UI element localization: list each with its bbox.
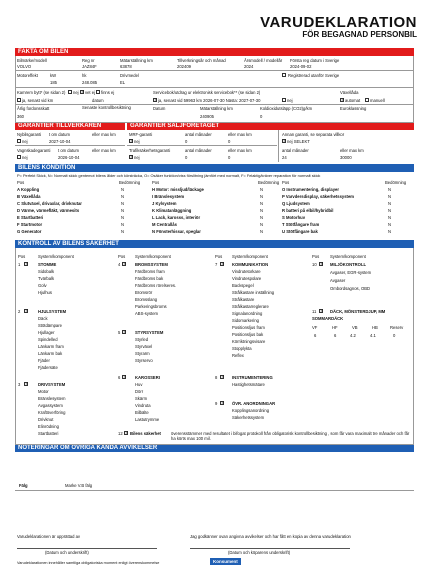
label-reg-nr: Reg nr — [82, 58, 95, 63]
safety-item: Färdbroms fram — [135, 269, 165, 274]
condition-col-bed: Bedömning — [119, 180, 141, 185]
safety-pos: 5 — [118, 330, 121, 335]
safety-item: Vindrutetorkare — [232, 269, 261, 274]
condition-grade: N — [388, 201, 392, 206]
safety-col-sys: System/komponent — [330, 254, 366, 259]
condition-item: B Växellåda — [17, 194, 41, 199]
label-imported: Registrerad utanför Sverige — [288, 73, 340, 78]
safety-item: Färdbroms rörelseres. — [135, 283, 177, 288]
safety-group-checkbox[interactable] — [24, 262, 28, 266]
label-odometer: Mätarställning km — [120, 58, 153, 63]
condition-grade: N — [388, 194, 392, 199]
footer-prepared-by: Varudeklarationen är upprättad av — [17, 534, 81, 539]
safety-item: Golv — [38, 283, 47, 288]
safety-item: Huv — [135, 382, 143, 387]
safety-item: Motor — [38, 389, 49, 394]
condition-grade: N — [260, 222, 264, 227]
service-book-no-label: nej — [287, 98, 293, 103]
condition-grade: N — [121, 187, 125, 192]
label-body-until: t om datum — [58, 148, 79, 153]
safety-item: Styrväxel — [135, 344, 153, 349]
safety-item: Styrarm — [135, 351, 150, 356]
label-manufacture: Tillverkningsår och månad — [177, 58, 226, 63]
condition-item: D Värme, värmefläkt, värmesits — [17, 208, 80, 213]
safety-pos: 8 — [215, 375, 218, 380]
timing-belt-yes-label: ja, senast vid km — [22, 98, 54, 103]
safety-group-title: STYRSYSTEM — [135, 330, 164, 335]
timing-belt-unknown-checkbox[interactable] — [80, 90, 84, 94]
service-book-no-checkbox[interactable] — [282, 98, 286, 102]
safety-item: Startbatteri — [38, 431, 59, 436]
timing-belt-no-label: nej — [73, 90, 79, 95]
note-pos: 12 — [118, 431, 123, 436]
safety-group-checkbox[interactable] — [24, 382, 28, 386]
tire-col: HF — [332, 325, 338, 330]
safety-pos: 6 — [118, 375, 121, 380]
safety-item: Lastutrymme — [135, 417, 160, 422]
document-subtitle: FÖR BEGAGNAD PERSONBIL — [302, 30, 417, 39]
timing-belt-no-checkbox[interactable] — [68, 90, 72, 94]
tire-value: 6 — [334, 333, 337, 338]
label-mrf-km: eller max km — [228, 132, 252, 137]
safety-item: Positionsljus bak — [232, 332, 264, 337]
label-traffic-months: antal månader — [185, 148, 212, 153]
safety-item: Bromsslang — [135, 297, 158, 302]
label-inspection-km: Mätarställning km — [200, 106, 233, 111]
safety-pos: 10 — [312, 262, 317, 267]
condition-grade: N — [260, 194, 264, 199]
condition-item: L Lack, karosss, interiör — [152, 215, 201, 220]
safety-item: Drivknut — [38, 417, 54, 422]
condition-grade: N — [260, 215, 264, 220]
value-kw: 185 — [50, 80, 57, 85]
timing-belt-yes-checkbox[interactable] — [17, 98, 21, 102]
safety-pos: 7 — [215, 262, 218, 267]
footer-buyer-signature: (Datum och köparens underskrift) — [228, 550, 291, 555]
value-other-km: 30000 — [340, 155, 352, 160]
condition-grade: N — [121, 215, 125, 220]
value-body-date: 2026-10-04 — [58, 155, 80, 160]
label-new-car-maxkm: eller max km — [92, 132, 116, 137]
safety-group-checkbox[interactable] — [122, 375, 126, 379]
safety-item: Hastighetsmätare — [232, 382, 265, 387]
tire-value: 4.1 — [370, 333, 376, 338]
gearbox-auto-label: automat — [345, 98, 361, 103]
condition-item: J Kylsystem — [152, 201, 177, 206]
safety-col-pos: Pos — [215, 254, 223, 259]
safety-item: Tvärbalk — [38, 276, 55, 281]
timing-belt-unknown-label: vet ej — [85, 90, 96, 95]
label-new-car-warranty: Nybilsgaranti — [17, 132, 42, 137]
value-mrf-months: 0 — [185, 139, 188, 144]
safety-item: Däck — [38, 316, 48, 321]
note-checkbox[interactable] — [124, 431, 128, 435]
value-traffic-months: 0 — [185, 155, 188, 160]
condition-item: P Varvdersdisplay, säkerhetssystem — [282, 194, 355, 199]
service-book-yes-checkbox[interactable] — [153, 98, 157, 102]
safety-item: Länkarm bak — [38, 351, 63, 356]
safety-item: Ombordsagnos, OBD — [330, 286, 371, 291]
value-model-year: 2024 — [244, 64, 254, 69]
safety-col-pos: Pos — [18, 254, 26, 259]
tires-checkbox[interactable] — [319, 309, 323, 313]
traffic-no-label: nej — [134, 155, 140, 160]
imported-checkbox[interactable] — [282, 73, 286, 77]
label-gearbox: Växellåda — [340, 90, 359, 95]
condition-grade: N — [260, 208, 264, 213]
safety-item: Skärm — [135, 396, 148, 401]
condition-item: T Stötfångare fram — [282, 222, 320, 227]
value-mrf-km: 0 — [228, 139, 231, 144]
value-manufacture: 202409 — [177, 64, 191, 69]
safety-item: Backspegel — [232, 283, 254, 288]
condition-grade: N — [121, 201, 125, 206]
value-fuel: EL — [120, 80, 126, 85]
safety-item: Bromsrör — [135, 290, 153, 295]
condition-grade: N — [388, 208, 392, 213]
safety-group-title: DRIVSYSTEM — [38, 382, 66, 387]
label-fuel: Drivmedel — [120, 73, 139, 78]
label-last-inspection: Senaste kontrollbesiktning — [82, 105, 131, 110]
label-inspection-date: Datum — [153, 106, 166, 111]
section-bar-condition: BILENS KONDITION — [15, 164, 414, 172]
safety-group-checkbox[interactable] — [122, 262, 126, 266]
condition-item: M Centrallås — [152, 222, 177, 227]
tire-value: 4.2 — [350, 333, 356, 338]
safety-item: Dörr — [135, 389, 144, 394]
condition-grade: N — [388, 229, 392, 234]
safety-col-sys: System/komponent — [135, 254, 171, 259]
condition-item: Q Ljudsystem — [282, 201, 310, 206]
footer-disclaimer: Varudeklarationen innehåller samtliga obligatoriska moment enligt överenskommelse — [17, 561, 160, 565]
gearbox-manual-label: manuell — [370, 98, 385, 103]
tire-value: 6 — [314, 333, 317, 338]
safety-col-sys: System/komponent — [232, 254, 268, 259]
timing-belt-none-label: finns ej — [101, 90, 115, 95]
safety-pos: 3 — [18, 382, 21, 387]
body-no-checkbox[interactable] — [17, 155, 21, 159]
traffic-no-checkbox[interactable] — [129, 155, 133, 159]
label-timing-belt: Kamrem bytt* (se sidan 2) — [17, 90, 66, 95]
mrf-no-label: nej — [134, 139, 140, 144]
label-first-reg: Första reg datum i Sverige — [290, 58, 340, 63]
safety-item: Färdbroms bak — [135, 276, 164, 281]
safety-group-title: INSTRUMENTERING — [232, 375, 273, 380]
label-traffic-warranty: Trafiksäkerhetsgaranti — [129, 148, 171, 153]
condition-grade: N — [388, 222, 392, 227]
safety-item: Stötdämpare — [38, 323, 62, 328]
condition-col-pos: Pos — [282, 180, 290, 185]
safety-item: Kopplingsanordning — [232, 408, 270, 413]
label-make-model: Bilmärke/modell — [17, 58, 47, 63]
timing-belt-date-label: datum — [92, 98, 104, 103]
tire-col: HB — [372, 325, 378, 330]
condition-item: H Motor: missljud/läckage — [152, 187, 204, 192]
condition-col-pos: Pos — [17, 180, 25, 185]
label-other-km: eller max km — [340, 148, 364, 153]
mrf-no-checkbox[interactable] — [129, 139, 133, 143]
safety-item: Elinrödning — [38, 424, 59, 429]
label-kw: kW — [50, 73, 57, 78]
condition-item: U Stötfångare bak — [282, 229, 318, 234]
value-make-model: VOLVO — [17, 64, 32, 69]
safety-group-title: HJULSYSTEM — [38, 309, 67, 314]
value-vehicle-tax: 360 — [17, 114, 24, 119]
tires-season: SOMMARDÄCK — [312, 316, 344, 321]
notes-falg-label: Fälg — [19, 483, 28, 488]
section-bar-notes: NOTERINGAR OM ÖVRIGA KÄNDA AVVIKELSER — [15, 444, 414, 452]
condition-grade: N — [121, 194, 125, 199]
safety-item: Strålkastare inställning — [232, 290, 275, 295]
safety-item: Styrled — [135, 337, 149, 342]
condition-grade: N — [260, 229, 264, 234]
section-bar-dealer-warranty: GARANTIER SÄLJFÖRETAGET — [127, 122, 414, 130]
safety-item: Länkarm fram — [38, 344, 64, 349]
condition-col-bed: Bedömning — [258, 180, 280, 185]
safety-item: Säkerhetssystem — [232, 415, 265, 420]
safety-group-checkbox[interactable] — [220, 375, 224, 379]
condition-grade: N — [260, 187, 264, 192]
safety-item: Strålkastare — [232, 297, 255, 302]
safety-item: Styrservo — [135, 358, 153, 363]
condition-grade: N — [388, 187, 392, 192]
footer-seller-signature: (Datum och underskrift) — [45, 550, 89, 555]
condition-item: K Klimatanläggning — [152, 208, 192, 213]
safety-item: Bilbälte — [135, 410, 149, 415]
value-other-warranty: nej SELEKT — [287, 139, 310, 144]
label-other-warranty: Annan garanti, se separata villkor — [282, 132, 345, 137]
label-hk: hk — [82, 73, 87, 78]
safety-group-checkbox[interactable] — [220, 262, 224, 266]
value-other-months: 24 — [282, 155, 287, 160]
safety-item: Positionsljus fram — [232, 325, 265, 330]
label-body-maxkm: eller max km — [92, 148, 116, 153]
safety-pos: 9 — [215, 401, 218, 406]
condition-grade: N — [260, 201, 264, 206]
condition-item: I Bränslesystem — [152, 194, 185, 199]
safety-group-title: ÖVR. ANORDNINGAR — [232, 401, 276, 406]
safety-group-checkbox[interactable] — [220, 401, 224, 405]
safety-group-title: KOMMUNIKATION — [232, 262, 269, 267]
safety-item: Fjädersäte — [38, 365, 58, 370]
safety-group-checkbox[interactable] — [24, 309, 28, 313]
value-odometer: 63878 — [120, 64, 132, 69]
new-car-no-checkbox[interactable] — [17, 139, 21, 143]
label-model-year: Årsmodell / modellår — [244, 58, 283, 63]
gearbox-manual-checkbox[interactable] — [365, 98, 369, 102]
value-hk: 248.085 — [82, 80, 98, 85]
condition-item: C Slutväxel, drivaxlar, drivknutar — [17, 201, 82, 206]
label-new-car-until: t om datum — [49, 132, 70, 137]
condition-item: N Fönsterhissar, speglar — [152, 229, 201, 234]
tires-pos: 11 — [312, 309, 317, 314]
condition-grade: N — [121, 229, 125, 234]
safety-group-title: KAROSSERI — [135, 375, 160, 380]
value-new-car-date: 2027-10-04 — [49, 139, 71, 144]
safety-item: Strålkastarreglerare — [232, 304, 269, 309]
safety-col-pos: Pos — [312, 254, 320, 259]
condition-grade: N — [388, 215, 392, 220]
section-bar-safety: KONTROLL AV BILENS SÄKERHET — [15, 240, 414, 248]
safety-col-pos: Pos — [118, 254, 126, 259]
condition-item: E Startbatteri — [17, 215, 44, 220]
label-other-months: antal månader — [282, 148, 309, 153]
safety-pos: 2 — [18, 309, 21, 314]
condition-item: O Instrumentering, displayer — [282, 187, 340, 192]
safety-item: Avgaser — [330, 278, 346, 283]
condition-grade: N — [121, 208, 125, 213]
other-warranty-checkbox[interactable] — [282, 139, 286, 143]
safety-item: ABS-system — [135, 311, 159, 316]
footer-badge: Konsument — [210, 558, 241, 565]
safety-item: Stopplykta — [232, 346, 252, 351]
body-no-label: nej — [22, 155, 28, 160]
safety-item: Avgassystem — [38, 403, 63, 408]
label-traffic-km: eller max km — [228, 148, 252, 153]
tire-value: 0 — [393, 333, 396, 338]
tire-col: VF — [312, 325, 318, 330]
note-text: överensstämmer med resultatet i bifogat protokoll från obligatorisk kontrollbesiktning , som får vara maximalt tre månader och får ha körts max 100 mil. — [171, 431, 410, 441]
safety-pos: 4 — [118, 262, 121, 267]
label-service-book: Servicebok/utdrag ur elektronisk servicebok** (se sidan 2) — [153, 90, 261, 95]
notes-falg-value: Marke V.B fälg — [65, 483, 93, 488]
condition-col-bed: Bedömning — [385, 180, 407, 185]
condition-item: S Motorhuv — [282, 215, 306, 220]
new-car-no-label: nej — [22, 139, 28, 144]
safety-group-title: BROMSSYSTEM — [135, 262, 168, 267]
safety-item: Vindrutespolare — [232, 276, 262, 281]
safety-item: Parkeringsbroms — [135, 304, 167, 309]
safety-col-sys: System/komponent — [38, 254, 74, 259]
value-reg-nr: JAZ84F — [82, 64, 97, 69]
safety-item: Hjulhus — [38, 290, 52, 295]
label-engine-power: Motoreffekt — [17, 73, 38, 78]
tires-title: DÄCK, MÖNSTERDJUP, MM — [330, 309, 386, 314]
safety-item: Spindelled — [38, 337, 58, 342]
value-co2: 0 — [260, 114, 263, 119]
section-bar-facts: FAKTA OM BILEN — [15, 48, 414, 56]
label-euro-class: Euroklassning — [340, 106, 367, 111]
tire-col: Reserv — [390, 325, 404, 330]
safety-item: Reflex — [232, 353, 244, 358]
service-book-value: ja, senast vid 59963 km 2026-07-30 Nästa: 2027-07-30 — [158, 98, 261, 103]
condition-grade: N — [121, 222, 125, 227]
safety-item: Vindruta — [135, 403, 151, 408]
condition-item: G Generator — [17, 229, 42, 234]
document-title: VARUDEKLARATION — [260, 14, 417, 31]
label-mrf-months: antal månader — [185, 132, 212, 137]
condition-item: F Startmotor — [17, 222, 43, 227]
note-label: Bilens säkerhet — [130, 431, 161, 436]
safety-item: Avgaser, EGR-system — [330, 270, 372, 275]
condition-col-pos: Pos — [152, 180, 160, 185]
label-vehicle-tax: Årlig fordonsskatt — [17, 106, 50, 111]
safety-item: Fjäder — [38, 358, 50, 363]
label-co2: Koldioxidutsläpp (CO2)g/km — [260, 106, 313, 111]
safety-item: Körriktningsvisare — [232, 339, 266, 344]
safety-item: Sidomarkering — [232, 318, 259, 323]
footer-buyer-approval: Jag godkänner ovan angivna avvikelser och har fått en kopia av denna varudeklaration — [190, 534, 351, 539]
tire-col: VB — [352, 325, 358, 330]
condition-item: A Koppling — [17, 187, 40, 192]
label-mrf-warranty: MRF-garanti — [129, 132, 153, 137]
gearbox-auto-checkbox[interactable] — [340, 98, 344, 102]
value-first-reg: 2024-09-02 — [290, 64, 312, 69]
value-inspection-km: 240905 — [200, 114, 214, 119]
safety-item: Kraftöverföring — [38, 410, 66, 415]
section-bar-manufacturer-warranty: GARANTIER TILLVERKAREN — [15, 122, 125, 130]
label-body-warranty: Vagnskadegaranti — [17, 148, 51, 153]
safety-pos: 1 — [18, 262, 21, 267]
safety-item: Sidobalk — [38, 269, 55, 274]
condition-item: R batteri på elbil/hybridbil — [282, 208, 334, 213]
value-traffic-km: 0 — [228, 155, 231, 160]
safety-group-checkbox[interactable] — [122, 330, 126, 334]
condition-legend: P= Perfekt Skick, N= Normalt skick gentemot bilens ålder och körsträcka, O= Osäker funktion/viss förslitning jämfört med normalt, F= Felaktig/kräver reparation för normalt skick — [17, 173, 321, 178]
safety-item: Signalanordning — [232, 311, 263, 316]
safety-group-title: STOMME — [38, 262, 57, 267]
timing-belt-none-checkbox[interactable] — [96, 90, 100, 94]
safety-item: Hjullager — [38, 330, 55, 335]
safety-item: Bränslesystem — [38, 396, 66, 401]
safety-group-title: MILJÖKONTROLL — [330, 262, 367, 267]
safety-group-checkbox[interactable] — [319, 262, 323, 266]
